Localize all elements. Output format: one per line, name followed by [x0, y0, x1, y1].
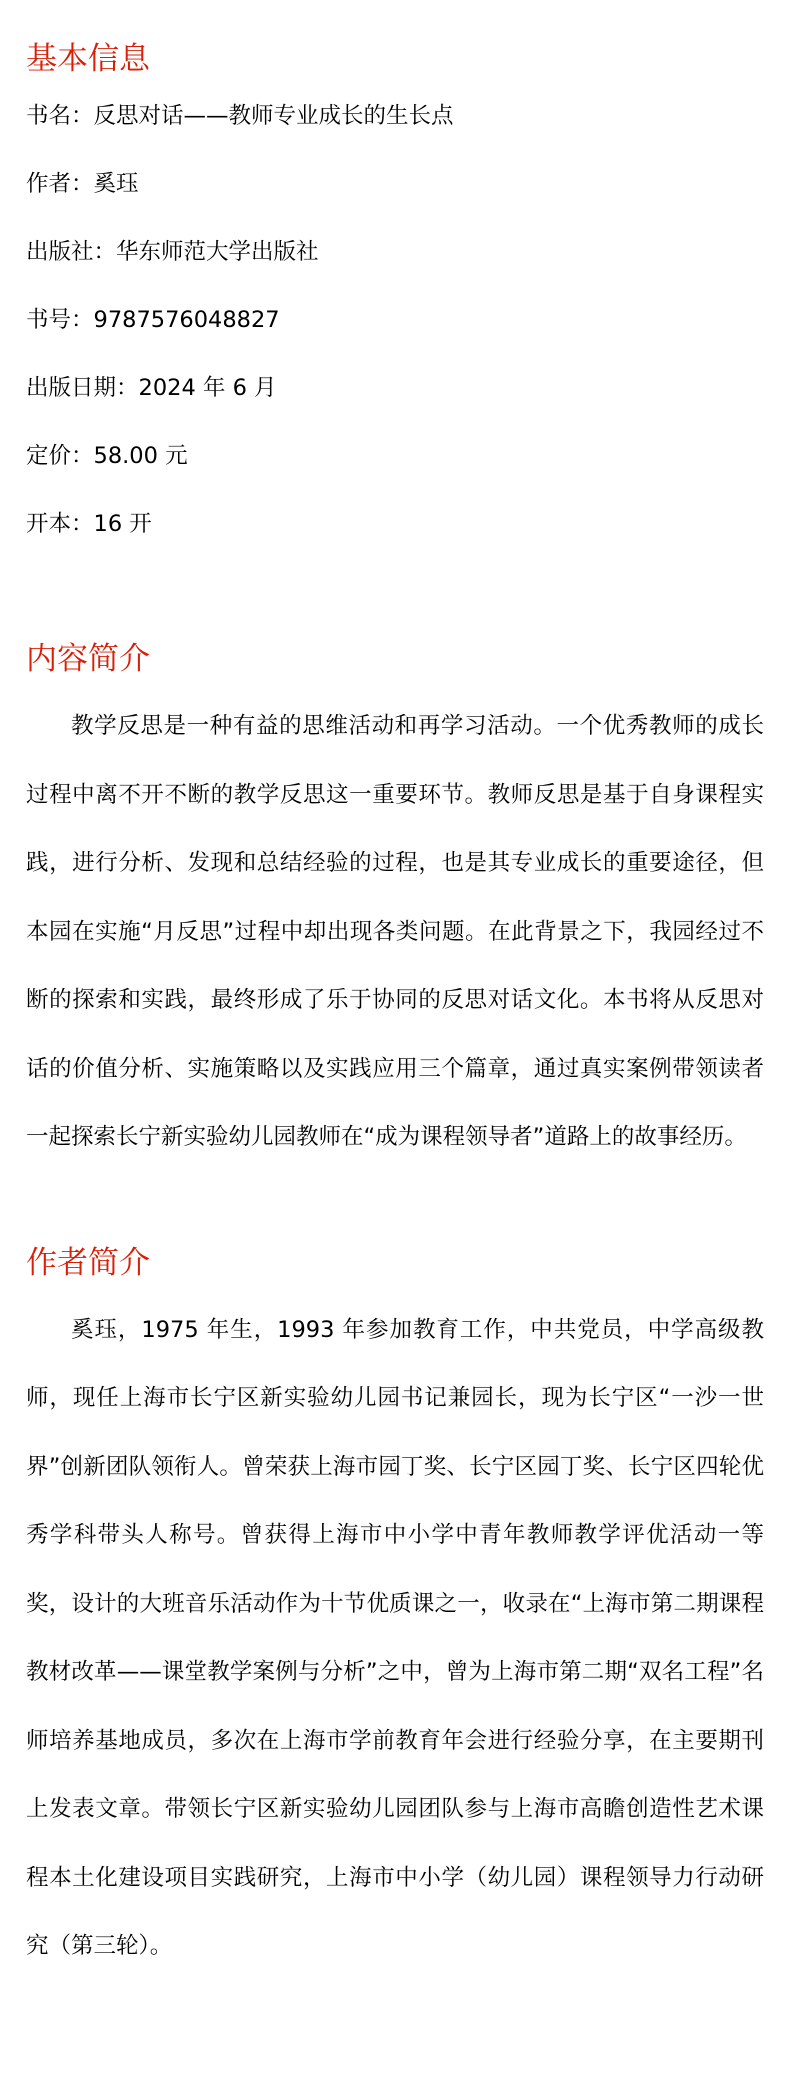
info-price: 定价：58.00 元 — [26, 443, 188, 469]
info-format: 开本：16 开 — [26, 511, 152, 537]
info-publish-date: 出版日期：2024 年 6 月 — [26, 375, 277, 401]
author-intro-section — [26, 1240, 764, 1981]
info-author: 作者：奚珏 — [26, 171, 139, 197]
info-isbn: 书号：9787576048827 — [26, 307, 280, 333]
info-publisher: 出版社：华东师范大学出版社 — [26, 239, 319, 265]
author-intro-paragraph: 奚珏，1975 年生，1993 年参加教育工作，中共党员，中学高级教师，现任上海市长宁区新实验幼儿园书记兼园长，现为长宁区“一沙一世界”创新团队领衔人。曾荣获上海市园丁奖、长宁区园丁奖、长宁区四轮优秀学科带头人称号。曾获得上海市中小学中青年教师教学评优活动一等奖，设计的大班音乐活动作为十节优质课之一，收录在“上海市第二期课程教材改革——课堂教学案例与分析”之中，曾为上海市第二期“双名工程”名师培养基地成员，多次在上海市学前教育年会进行经验分享，在主要期刊上发表文章。带领长宁区新实验幼儿园团队参与上海市高瞻创造性艺术课程本土化建设项目实践研究，上海市中小学（幼儿园）课程领导力行动研究（第三轮）。 — [26, 1316, 764, 1959]
content-intro-section — [26, 636, 764, 1172]
basic-info-list — [26, 82, 764, 558]
content-intro-paragraph: 教学反思是一种有益的思维活动和再学习活动。一个优秀教师的成长过程中离不开不断的教学反思这一重要环节。教师反思是基于自身课程实践，进行分析、发现和总结经验的过程，也是其专业成长的重要途径，但本园在实施“月反思”过程中却出现各类问题。在此背景之下，我园经过不断的探索和实践，最终形成了乐于协同的反思对话文化。本书将从反思对话的价值分析、实施策略以及实践应用三个篇章，通过真实案例带领读者一起探索长宁新实验幼儿园教师在“成为课程领导者”道路上的故事经历。 — [26, 713, 764, 1150]
info-title: 书名：反思对话——教师专业成长的生长点 — [26, 103, 454, 129]
basic-info-heading: 基本信息 — [26, 41, 150, 77]
basic-info-section — [26, 0, 764, 558]
content-intro-heading: 内容简介 — [26, 641, 150, 677]
author-intro-heading: 作者简介 — [26, 1244, 150, 1281]
